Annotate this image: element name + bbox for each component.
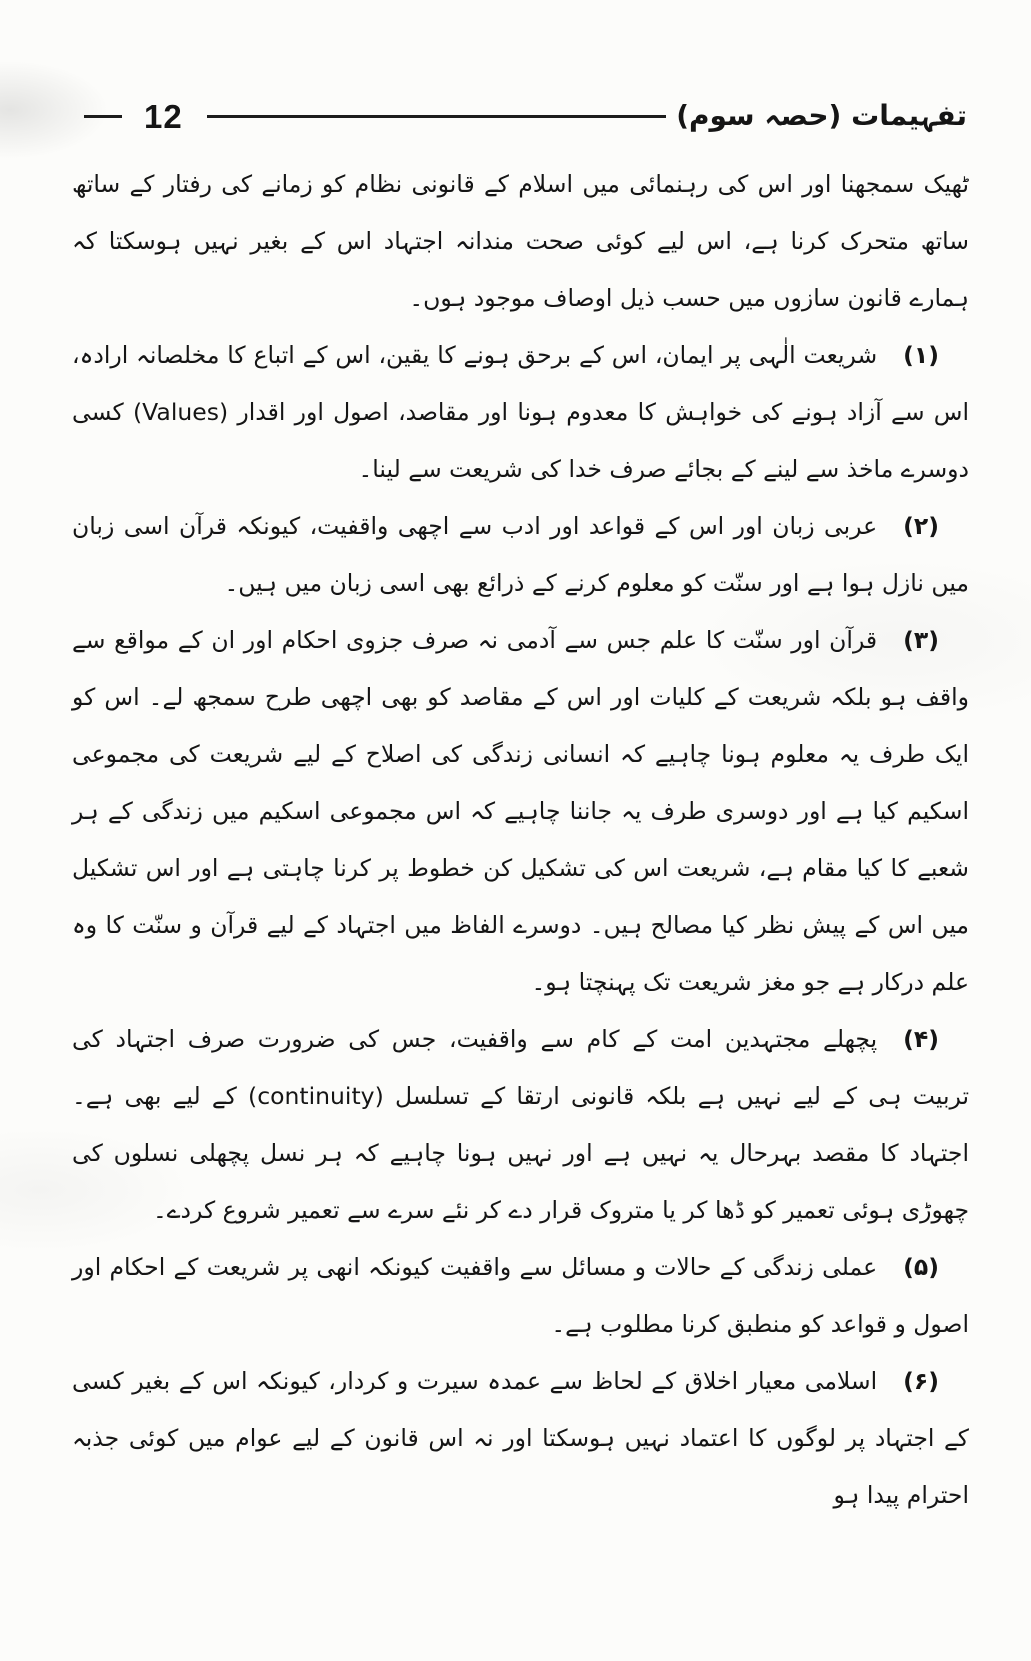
list-item-number: (۱) — [903, 341, 939, 369]
list-item-text: اسلامی معیار اخلاق کے لحاظ سے عمدہ سیرت و کردار، کیونکہ اس کے بغیر کسی کے اجتہاد پر لوگوں کا اعتماد نہیں ہوسکتا اور نہ اس قانون کے لیے عوام میں کوئی جذبہ احترام پیدا ہو — [72, 1367, 969, 1509]
list-item-number: (۵) — [903, 1253, 939, 1281]
list-item-text: شریعت الٰہی پر ایمان، اس کے برحق ہونے کا یقین، اس کے اتباع کا مخلصانہ ارادہ، اس سے آزاد ہونے کی خواہش کا معدوم ہونا اور مقاصد، اصول اور اقدار (Values) کسی دوسرے ماخذ سے لینے کے بجائے صرف خدا کی شریعت سے لینا۔ — [72, 341, 969, 483]
book-title: تفہیمات (حصہ سوم) — [676, 98, 967, 132]
list-item-text: پچھلے مجتہدین امت کے کام سے واقفیت، جس کی ضرورت صرف اجتہاد کی تربیت ہی کے لیے نہیں ہے بلکہ قانونی ارتقا کے تسلسل (continuity) کے لیے بھی ہے۔ اجتہاد کا مقصد بہرحال یہ نہیں ہے اور نہیں ہونا چاہیے کہ ہر نسل پچھلی نسلوں کی چھوڑی ہوئی تعمیر کو ڈھا کر یا متروک قرار دے کر نئے سرے سے تعمیر شروع کردے۔ — [72, 1025, 969, 1224]
numbered-list — [72, 327, 969, 1524]
page-header — [0, 90, 1031, 142]
list-item-5 — [72, 1239, 969, 1353]
intro-paragraph: ٹھیک سمجھنا اور اس کی رہنمائی میں اسلام کے قانونی نظام کو زمانے کی رفتار کے ساتھ ساتھ متحرک کرنا ہے، اس لیے کوئی صحت مندانہ اجتہاد اس کے بغیر نہیں ہوسکتا کہ ہمارے قانون سازوں میں حسب ذیل اوصاف موجود ہوں۔ — [72, 170, 969, 312]
list-item-number: (۶) — [903, 1367, 939, 1395]
list-item-4 — [72, 1011, 969, 1239]
header-rule — [207, 115, 666, 118]
list-item-text: قرآن اور سنّت کا علم جس سے آدمی نہ صرف جزوی احکام اور ان کے مواقع سے واقف ہو بلکہ شریعت کے کلیات اور اس کے مقاصد کو بھی اچھی طرح سمجھ لے۔ اس کو ایک طرف یہ معلوم ہونا چاہیے کہ انسانی زندگی کی اصلاح کے لیے شریعت کی مجموعی اسکیم کیا ہے اور دوسری طرف یہ جاننا چاہیے کہ اس مجموعی اسکیم میں زندگی کے ہر شعبے کا کیا مقام ہے، شریعت اس کی تشکیل کن خطوط پر کرنا چاہتی ہے اور اس تشکیل میں اس کے پیش نظر کیا مصالح ہیں۔ دوسرے الفاظ میں اجتہاد کے لیے قرآن و سنّت کا وہ علم درکار ہے جو مغز شریعت تک پہنچتا ہو۔ — [72, 626, 969, 996]
list-item-6 — [72, 1353, 969, 1524]
list-item-3 — [72, 612, 969, 1011]
page-number-dash-rule — [84, 115, 122, 118]
list-item-number: (۲) — [903, 512, 939, 540]
page-number: 12 — [144, 97, 183, 135]
list-item-number: (۴) — [903, 1025, 939, 1053]
list-item-1 — [72, 327, 969, 498]
page-body — [0, 142, 1031, 1524]
list-item-text: عربی زبان اور اس کے قواعد اور ادب سے اچھی واقفیت، کیونکہ قرآن اسی زبان میں نازل ہوا ہے اور سنّت کو معلوم کرنے کے ذرائع بھی اسی زبان میں ہیں۔ — [72, 512, 969, 597]
list-item-2 — [72, 498, 969, 612]
list-item-number: (۳) — [903, 626, 939, 654]
list-item-text: عملی زندگی کے حالات و مسائل سے واقفیت کیونکہ انھی پر شریعت کے احکام اور اصول و قواعد کو منطبق کرنا مطلوب ہے۔ — [72, 1253, 969, 1338]
